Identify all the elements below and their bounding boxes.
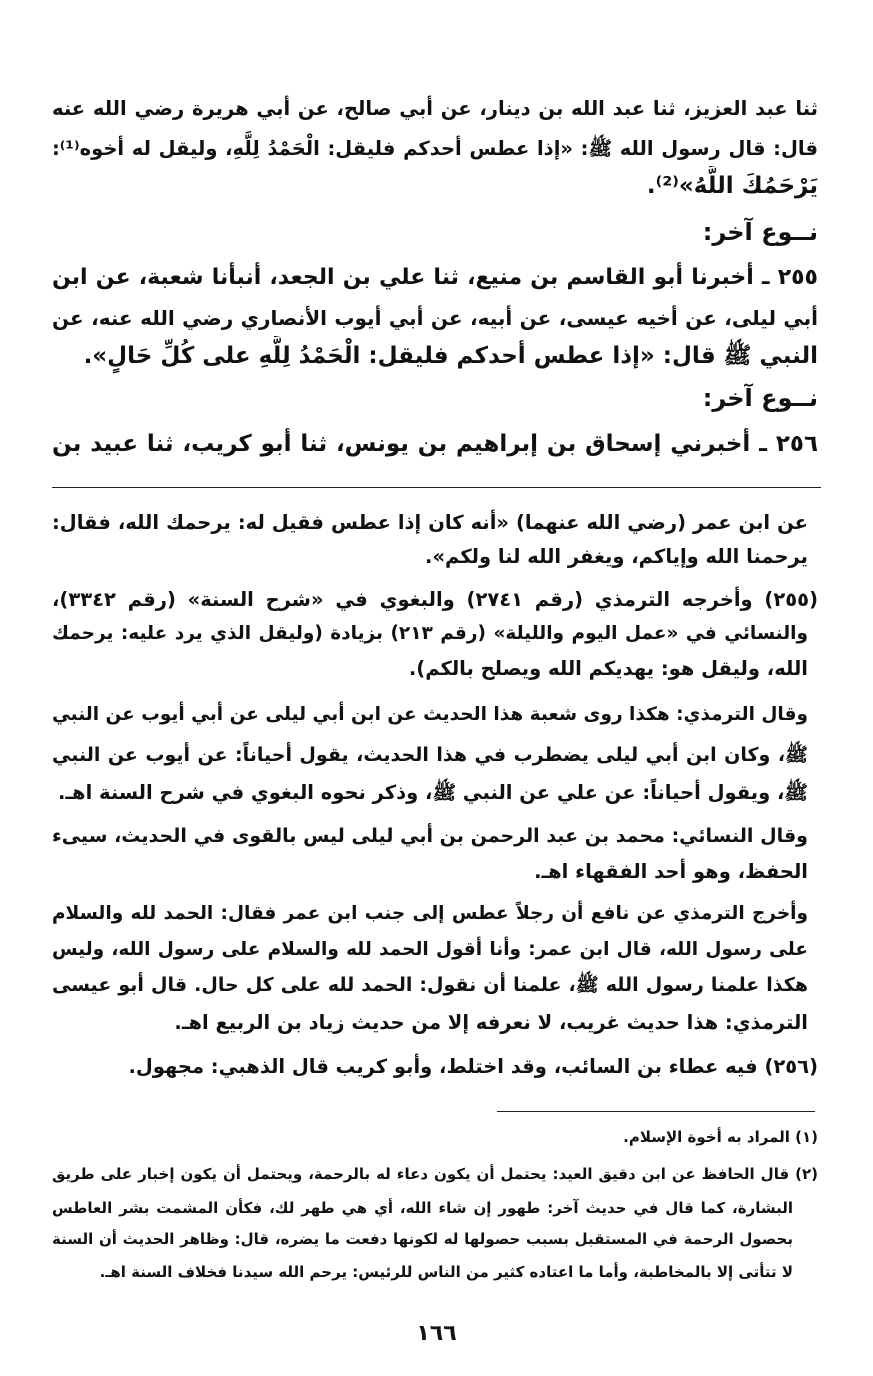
hadith-255-line: أبي ليلى، عن أخيه عيسى، عن أبيه، عن أبي أيوب الأنصاري رضي الله عنه، عن (52, 306, 818, 330)
main-text-line: قال: قال رسول الله ﷺ: «إذا عطس أحدكم فليقل: الْحَمْدُ لِلَّهِ، وليقل له أخوه⁽¹⁾: (52, 137, 818, 160)
section-heading: نــوع آخر: (702, 384, 818, 412)
note-line: عن ابن عمر (رضي الله عنهما) «أنه كان إذا عطس فقيل له: يرحمك الله، فقال: (52, 511, 808, 534)
note-line: الترمذي: هذا حديث غريب، لا نعرفه إلا من حديث زياد بن الربيع اهـ. (174, 1011, 808, 1034)
note-line: والنسائي في «عمل اليوم والليلة» (رقم ٢١٣) بزيادة (وليقل الذي يرد عليه: يرحمك (52, 623, 808, 644)
note-line: ﷺ، ويقول أحياناً: عن علي عن النبي ﷺ، وذكر نحوه البغوي في شرح السنة اهـ. (57, 781, 808, 804)
note-line: ﷺ، وكان ابن أبي ليلى يضطرب في هذا الحديث، يقول أحياناً: عن أيوب عن النبي (52, 744, 808, 766)
hadith-256-line: ٢٥٦ ـ أخبرني إسحاق بن إبراهيم بن يونس، ثنا أبو كريب، ثنا عبيد بن (52, 431, 818, 457)
note-line: (٢٥٦) فيه عطاء بن السائب، وقد اختلط، وأبو كريب قال الذهبي: مجهول. (128, 1055, 818, 1078)
footnote-line: لا تتأتى إلا بالمخاطبة، وأما ما اعتاده كثير من الناس للرئيس: يرحم الله سيدنا فخلاف السنة اهـ. (99, 1263, 793, 1281)
hadith-255-line: ٢٥٥ ـ أخبرنا أبو القاسم بن منيع، ثنا علي بن الجعد، أنبأنا شعبة، عن ابن (52, 265, 818, 290)
footnote-line: (١) المراد به أخوة الإسلام. (623, 1128, 818, 1146)
footnote-divider (497, 1111, 815, 1112)
hadith-255-line: النبي ﷺ قال: «إذا عطس أحدكم فليقل: الْحَمْدُ لِلَّهِ على كُلِّ حَالٍ». (83, 343, 818, 369)
note-line: (٢٥٥) وأخرجه الترمذي (رقم ٢٧٤١) والبغوي في «شرح السنة» (رقم ٣٣٤٢)، (52, 588, 818, 611)
note-line: وقال الترمذي: هكذا روى شعبة هذا الحديث عن ابن أبي ليلى عن أبي أيوب عن النبي (52, 704, 808, 725)
note-line: على رسول الله، قال ابن عمر: وأنا أقول الحمد لله والسلام على رسول الله، وليس (52, 939, 808, 960)
note-line: هكذا علمنا رسول الله ﷺ، علمنا أن نقول: الحمد لله على كل حال. قال أبو عيسى (52, 974, 808, 996)
note-line: الله، وليقل هو: يهديكم الله ويصلح بالكم). (408, 657, 808, 680)
main-text-line: ثنا عبد العزيز، ثنا عبد الله بن دينار، عن أبي صالح، عن أبي هريرة رضي الله عنه (52, 97, 818, 120)
note-line: وأخرج الترمذي عن نافع أن رجلاً عطس إلى جنب ابن عمر فقال: الحمد لله والسلام (52, 903, 808, 924)
note-line: يرحمنا الله وإياكم، ويغفر الله لنا ولكم». (425, 545, 808, 568)
note-line: وقال النسائي: محمد بن عبد الرحمن بن أبي ليلى ليس بالقوى في الحديث، سيىء (52, 825, 808, 847)
footnote-line: (٢) قال الحافظ عن ابن دقيق العيد: يحتمل أن يكون دعاء له بالرحمة، ويحتمل أن يكون إخبار على طريق (52, 1165, 818, 1183)
footnote-line: البشارة، كما قال في حديث آخر: طهور إن شاء الله، أي هي طهر لك، فكأن المشمت بشر العاطس (52, 1199, 793, 1217)
footnote-line: بحصول الرحمة في المستقبل بسبب حصولها له لكونها دفعت ما يضره، قال: وظاهر الحديث أن السنة (52, 1230, 793, 1248)
notes-divider (52, 487, 821, 488)
section-heading: نــوع آخر: (702, 218, 818, 246)
page-number: ١٦٦ (416, 1321, 457, 1346)
main-text-line: يَرْحَمُكَ اللَّهُ»⁽²⁾. (646, 173, 818, 199)
note-line: الحفظ، وهو أحد الفقهاء اهـ. (534, 860, 808, 883)
